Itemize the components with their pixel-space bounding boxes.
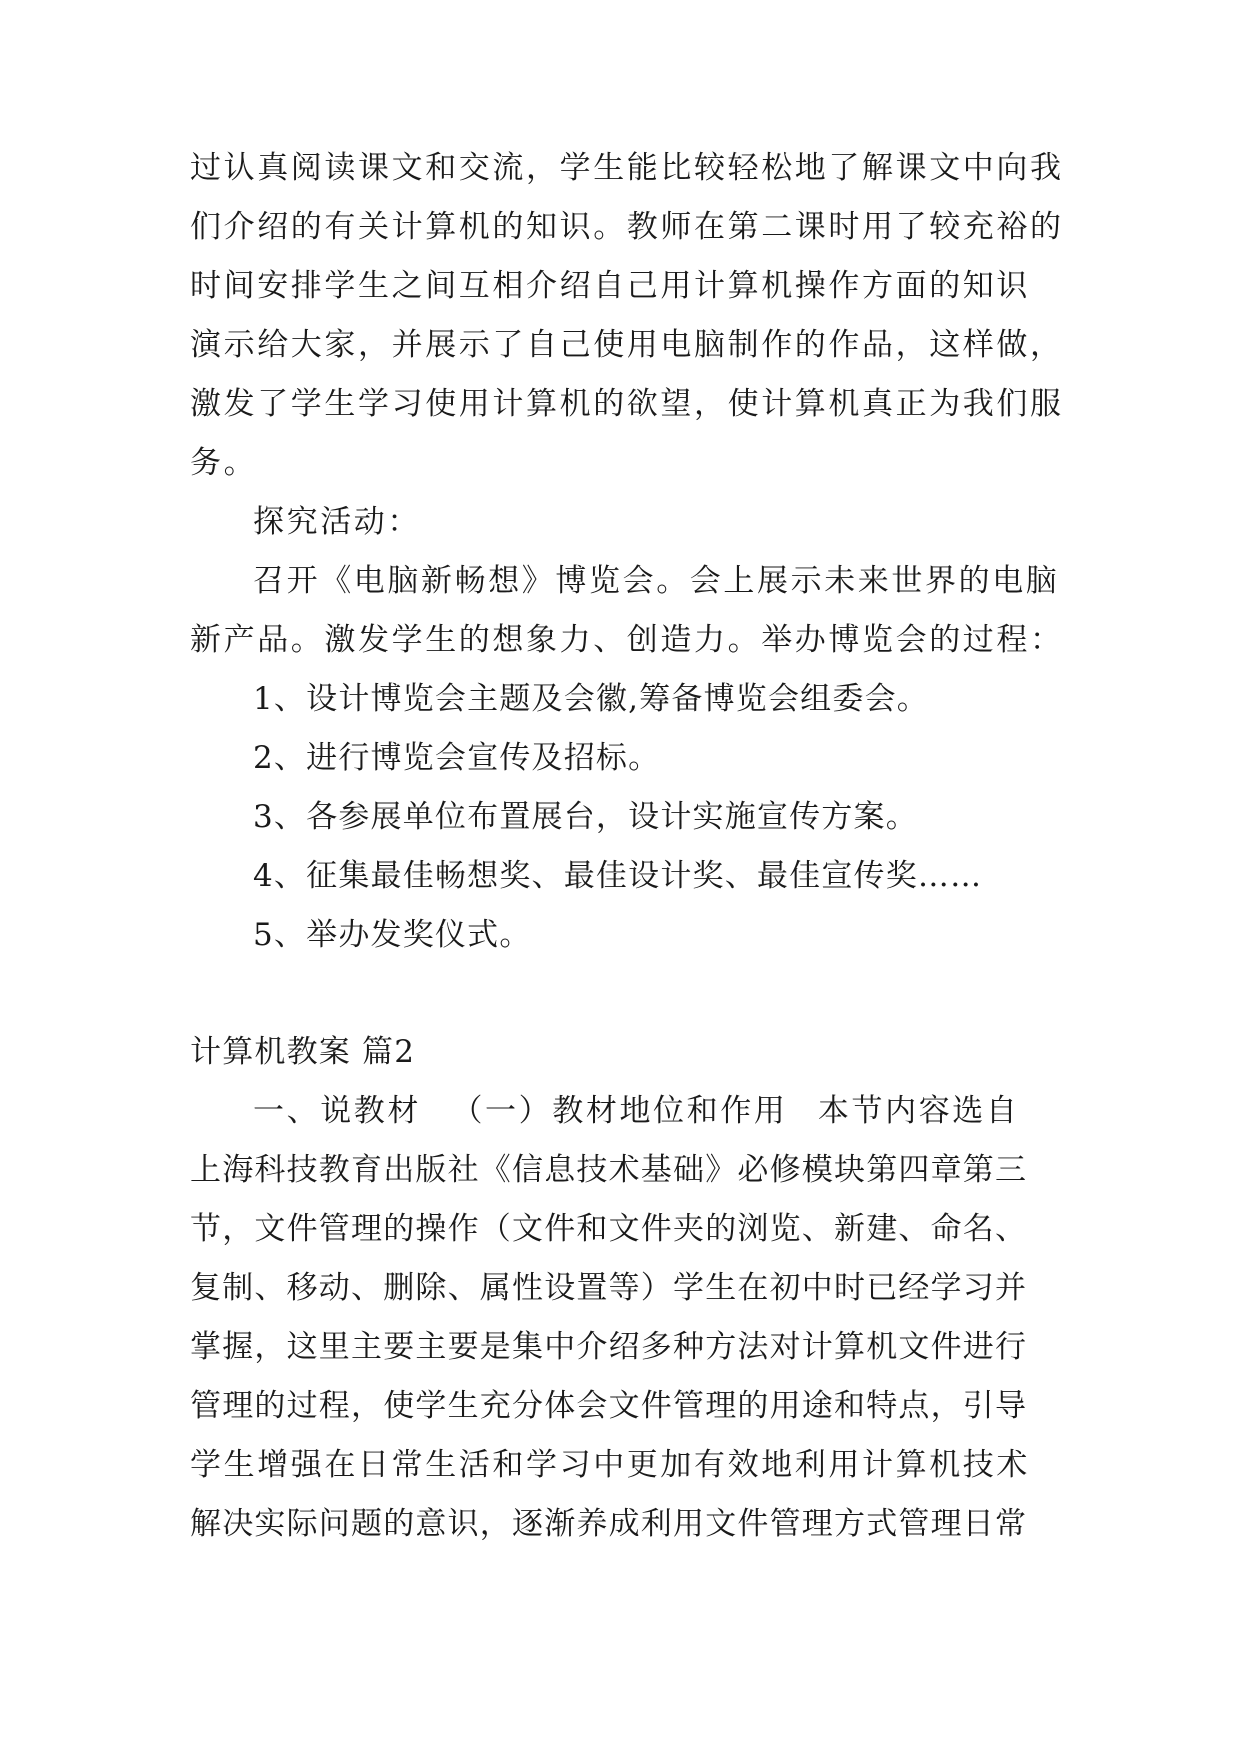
- paragraph-line: 上海科技教育出版社《信息技术基础》必修模块第四章第三: [190, 1152, 1028, 1188]
- paragraph-line: 掌握，这里主要主要是集中介绍多种方法对计算机文件进行: [190, 1329, 1028, 1365]
- paragraph-line: 演示给大家，并展示了自己使用电脑制作的作品，这样做，: [190, 327, 1064, 363]
- paragraph-line: 新产品。激发学生的想象力、创造力。举办博览会的过程：: [190, 622, 1064, 658]
- paragraph-line: 学生增强在日常生活和学习中更加有效地利用计算机技术: [190, 1447, 1030, 1483]
- list-item: 4、征集最佳畅想奖、最佳设计奖、最佳宣传奖……: [253, 858, 983, 894]
- section-label: 探究活动：: [253, 504, 421, 540]
- paragraph-line: 召开《电脑新畅想》博览会。会上展示未来世界的电脑: [253, 563, 1060, 599]
- list-item: 2、进行博览会宣传及招标。: [253, 740, 661, 776]
- list-item: 1、设计博览会主题及会徽,筹备博览会组委会。: [253, 681, 929, 717]
- paragraph-line: 复制、移动、删除、属性设置等）学生在初中时已经学习并: [190, 1270, 1028, 1306]
- list-item: 3、各参展单位布置展台，设计实施宣传方案。: [253, 799, 918, 835]
- paragraph-line: 时间安排学生之间互相介绍自己用计算机操作方面的知识: [190, 268, 1030, 304]
- paragraph-line: 管理的过程，使学生充分体会文件管理的用途和特点，引导: [190, 1388, 1028, 1424]
- paragraph-line: 激发了学生学习使用计算机的欲望，使计算机真正为我们服: [190, 386, 1064, 422]
- paragraph-line: 过认真阅读课文和交流，学生能比较轻松地了解课文中向我: [190, 150, 1064, 186]
- paragraph-line: 务。: [190, 445, 258, 481]
- paragraph-line: 解决实际问题的意识，逐渐养成利用文件管理方式管理日常: [190, 1506, 1028, 1542]
- paragraph-line: 节，文件管理的操作（文件和文件夹的浏览、新建、命名、: [190, 1211, 1028, 1247]
- list-item: 5、举办发奖仪式。: [253, 917, 532, 953]
- section-heading: 计算机教案 篇2: [190, 1034, 416, 1070]
- paragraph-line: 一、说教材 （一）教材地位和作用 本节内容选自: [253, 1093, 1020, 1129]
- paragraph-line: 们介绍的有关计算机的知识。教师在第二课时用了较充裕的: [190, 209, 1064, 245]
